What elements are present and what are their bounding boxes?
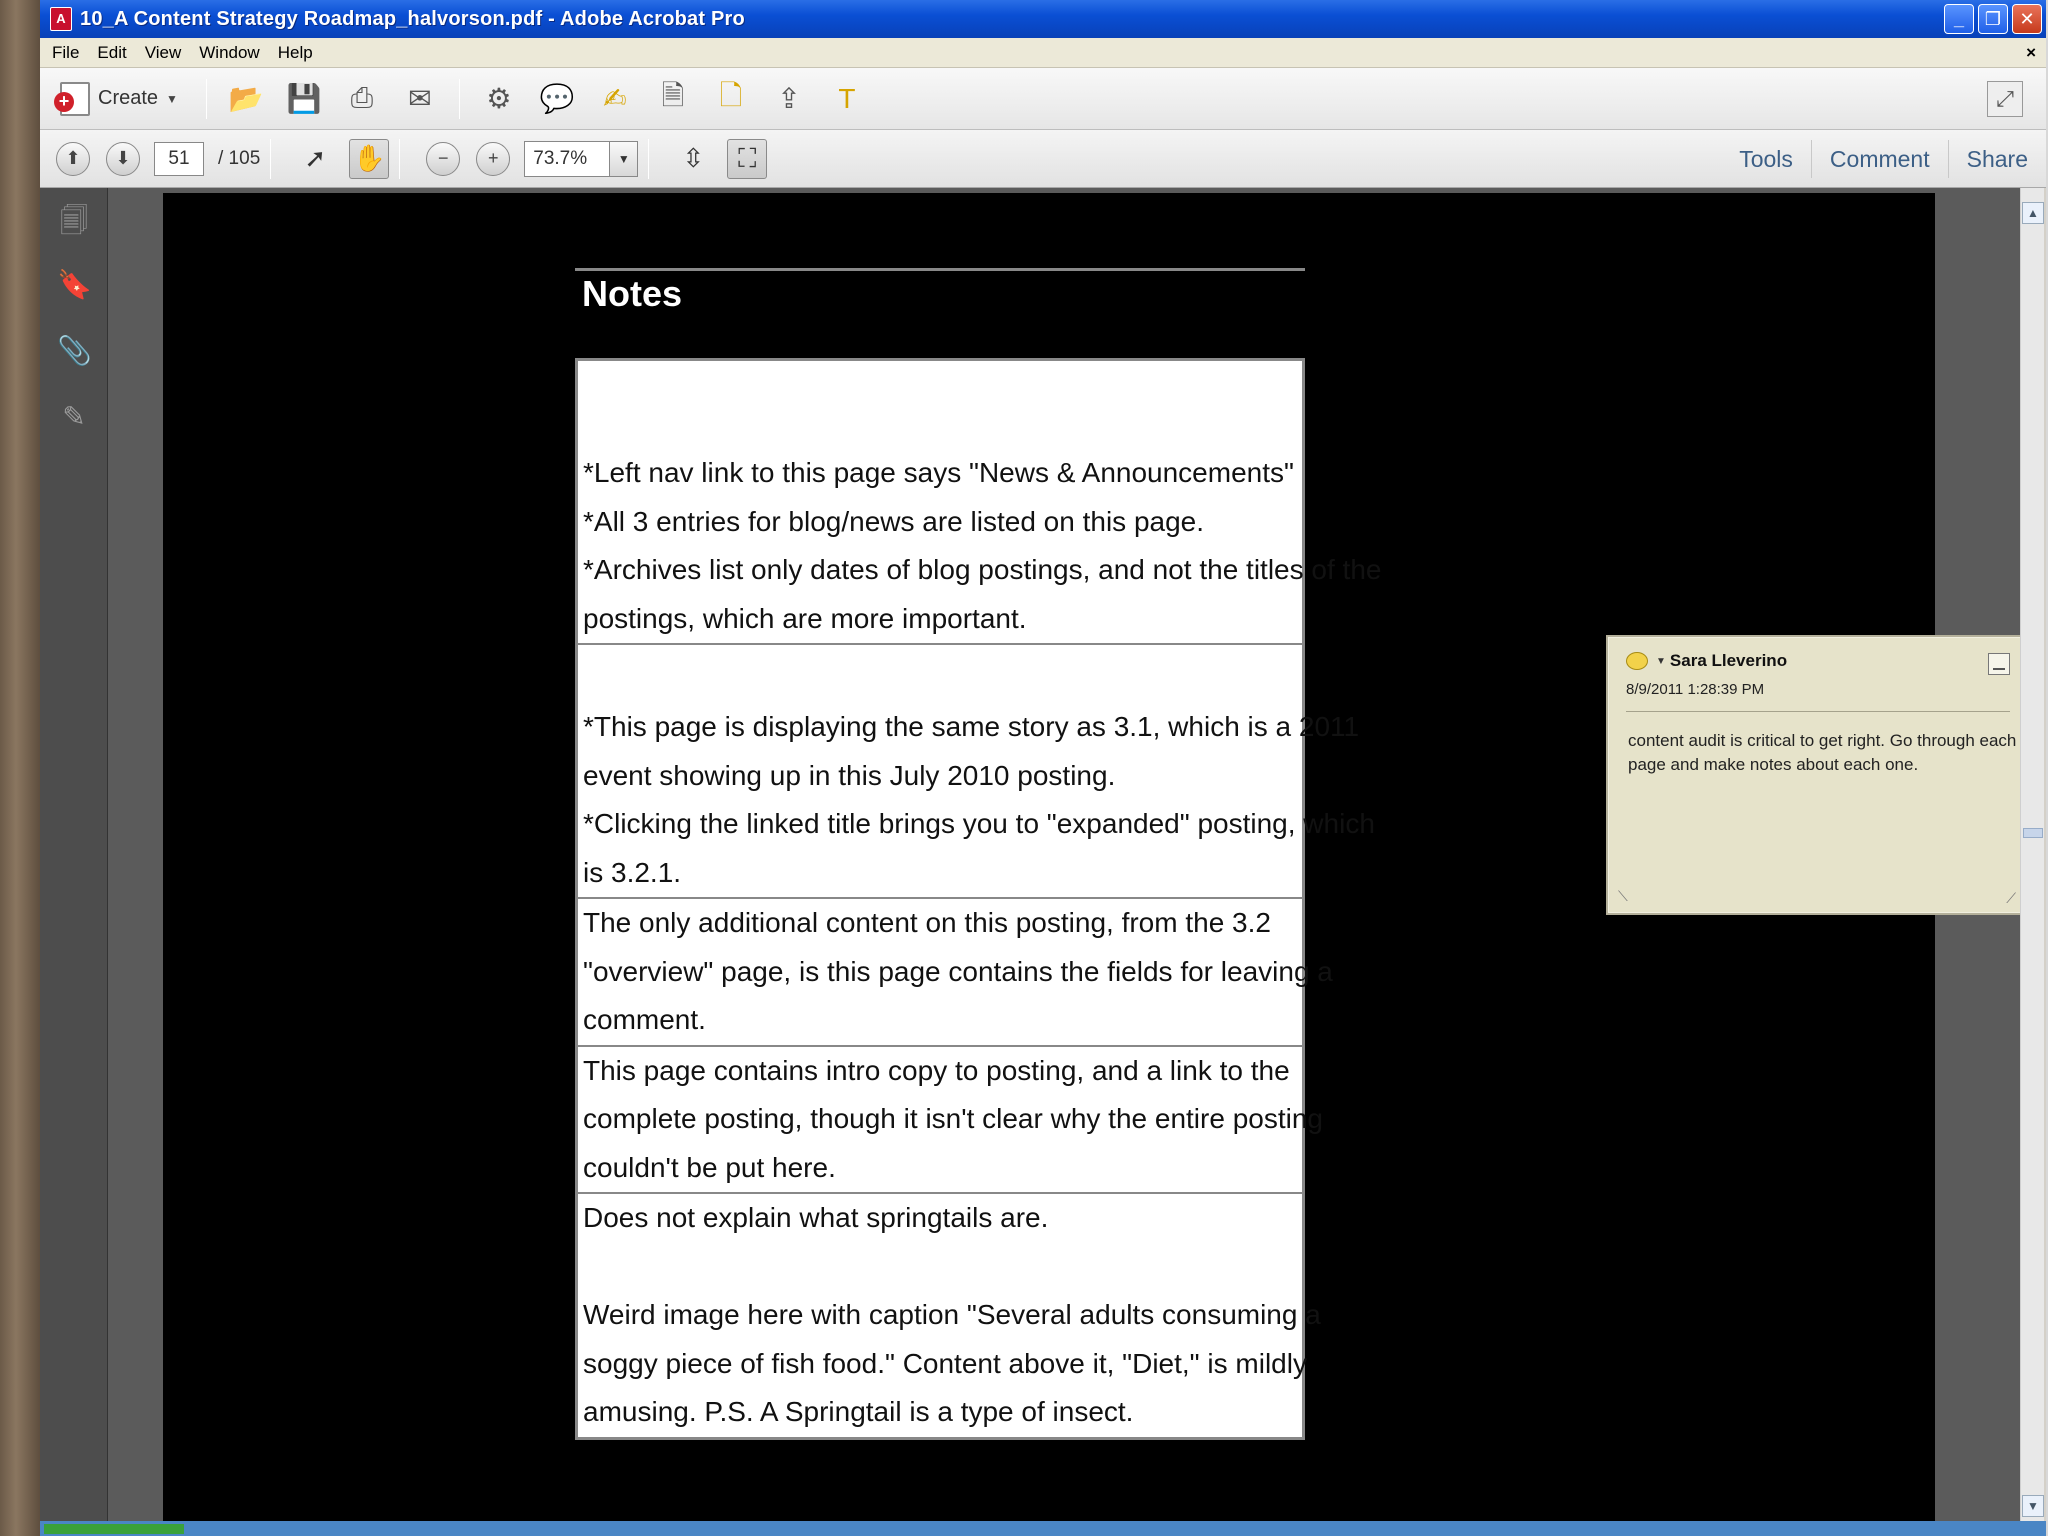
table-row — [578, 1045, 1323, 1193]
zoom-level-input[interactable]: 73.7% — [524, 141, 610, 177]
resize-handle-icon[interactable]: ⟋ — [2006, 890, 2016, 906]
comment-icon[interactable]: 💬 — [539, 83, 575, 114]
restore-button[interactable]: ❐ — [1978, 4, 2008, 34]
page-number-input[interactable]: 51 — [154, 142, 204, 176]
fit-width-icon[interactable]: ⇳ — [682, 143, 705, 173]
row-line: "overview" page, is this page contains the fields for leaving a — [583, 955, 1333, 987]
comment-author: Sara Lleverino — [1669, 651, 1788, 670]
comment-link[interactable]: Comment — [1811, 140, 1948, 178]
scroll-up-icon[interactable]: ▲ — [2022, 202, 2044, 224]
folder-open-icon[interactable]: 📂 — [228, 83, 264, 114]
row-line: The only additional content on this posting, from the 3.2 — [583, 907, 1271, 938]
close-button[interactable]: ✕ — [2012, 4, 2042, 34]
pages-icon[interactable]: 🗐 — [60, 205, 88, 236]
start-button-edge[interactable] — [44, 1524, 184, 1534]
previous-page-icon[interactable]: ⬆ — [56, 142, 90, 176]
row-line: *Archives list only dates of blog postings, and not the titles of the — [583, 554, 1382, 585]
acrobat-window — [40, 0, 2046, 1536]
taskbar-strip — [40, 1521, 2046, 1536]
row-line: *All 3 entries for blog/news are listed on this page. — [583, 505, 1205, 537]
table-row — [578, 897, 1333, 1045]
comment-bubble-icon — [1626, 652, 1648, 670]
row-line: event showing up in this July 2010 posting. — [583, 759, 1116, 791]
row-line: *Clicking the linked title brings you to "expanded" posting, which — [583, 808, 1375, 839]
row-line: comment. — [583, 1004, 706, 1035]
main-toolbar — [40, 68, 2046, 130]
create-label: Create — [98, 87, 159, 109]
fit-page-icon[interactable]: ⛶ — [727, 139, 767, 179]
row-line: amusing. P.S. A Springtail is a type of insect. — [583, 1396, 1134, 1427]
next-page-icon[interactable]: ⬇ — [106, 142, 140, 176]
signature-icon[interactable]: ✎ — [62, 401, 86, 432]
share-link[interactable]: Share — [1948, 140, 2046, 178]
toolbar-separator — [399, 139, 400, 179]
vertical-scrollbar[interactable] — [2020, 188, 2044, 1521]
scroll-thumb[interactable] — [2023, 828, 2043, 838]
comment-popup[interactable] — [1606, 635, 2026, 915]
menu-bar — [40, 38, 2046, 68]
table-row — [578, 1192, 1321, 1437]
close-document-button[interactable]: × — [2026, 42, 2036, 62]
attachment-icon[interactable]: 📎 — [57, 335, 92, 366]
minimize-note-button[interactable] — [1988, 653, 2010, 675]
comment-date: 8/9/2011 1:28:39 PM — [1626, 681, 1765, 698]
navigation-toolbar — [40, 130, 2046, 188]
zoom-in-icon[interactable]: + — [476, 142, 510, 176]
bookmark-icon[interactable]: 🔖 — [57, 269, 92, 300]
table-row — [578, 361, 1382, 643]
row-line: Weird image here with caption "Several adults consuming a — [583, 1299, 1321, 1330]
print-icon[interactable]: ⎙ — [350, 82, 374, 113]
zoom-dropdown-icon[interactable]: ▼ — [610, 141, 638, 177]
navigation-pane — [40, 188, 108, 1536]
hand-tool-icon[interactable]: ✋ — [349, 139, 389, 179]
comment-body[interactable]: content audit is critical to get right. Go through each page and make notes about each one. — [1628, 731, 2017, 774]
menu-edit[interactable]: Edit — [97, 42, 127, 62]
chevron-down-icon[interactable]: ▼ — [1656, 655, 1666, 667]
heading-rule — [575, 268, 1305, 271]
resize-handle-icon[interactable]: ⟍ — [1618, 888, 1628, 904]
menu-file[interactable]: File — [52, 42, 80, 62]
menu-view[interactable]: View — [144, 42, 182, 62]
toolbar-separator — [459, 79, 460, 119]
create-button[interactable] — [60, 82, 178, 116]
menu-window[interactable]: Window — [199, 42, 260, 62]
minimize-button[interactable]: _ — [1944, 4, 1974, 34]
toolbar-separator — [648, 139, 649, 179]
notes-table — [575, 358, 1382, 1440]
desktop-edge — [0, 0, 40, 1536]
title-bar[interactable] — [40, 0, 2046, 38]
window-title: 10_A Content Strategy Roadmap_halvorson.pdf - Adobe Acrobat Pro — [80, 7, 745, 30]
scroll-down-icon[interactable]: ▼ — [2022, 1495, 2044, 1517]
row-line: *Left nav link to this page says "News & Announcements" — [583, 457, 1294, 488]
text-touchup-icon[interactable]: T — [838, 82, 856, 114]
export-icon[interactable]: ⇪ — [777, 83, 801, 114]
row-line: postings, which are more important. — [583, 602, 1027, 634]
row-line: couldn't be put here. — [583, 1151, 836, 1183]
window-controls — [1944, 4, 2042, 34]
chevron-down-icon: ▼ — [166, 91, 178, 106]
row-line: soggy piece of fish food." Content above it, "Diet," is mildly — [583, 1347, 1307, 1379]
row-line: complete posting, though it isn't clear why the entire posting — [583, 1103, 1323, 1134]
row-line: This page contains intro copy to posting, and a link to the — [583, 1054, 1290, 1086]
share-file-icon[interactable]: 🗋 — [719, 79, 743, 111]
toolbar-separator — [206, 79, 207, 119]
row-line: is 3.2.1. — [583, 856, 682, 888]
toolbar-separator — [270, 139, 271, 179]
tools-link[interactable]: Tools — [1739, 146, 1793, 172]
task-pane-links — [1721, 130, 2046, 188]
row-spacer — [583, 1243, 1297, 1292]
menu-help[interactable]: Help — [277, 42, 313, 62]
gear-icon[interactable]: ⚙ — [486, 83, 512, 114]
zoom-out-icon[interactable]: − — [426, 142, 460, 176]
page-heading: Notes — [582, 273, 683, 314]
page-total: / 105 — [218, 147, 261, 169]
pdf-icon: A — [50, 7, 72, 31]
row-line: *This page is displaying the same story as 3.1, which is a 2011 — [583, 711, 1360, 742]
select-tool-icon[interactable]: ➚ — [304, 143, 327, 173]
row-line: Does not explain what springtails are. — [583, 1202, 1049, 1233]
table-row — [578, 643, 1375, 897]
comment-header — [1626, 651, 1787, 671]
fullscreen-icon[interactable]: ⤢ — [1987, 81, 2023, 117]
email-icon[interactable]: ✉ — [408, 83, 432, 114]
save-icon[interactable]: 💾 — [286, 83, 322, 114]
comment-divider — [1626, 711, 2010, 712]
create-pdf-icon — [60, 82, 90, 116]
sign-icon[interactable]: ✍ — [603, 83, 627, 114]
delete-file-icon[interactable]: 🗎 — [661, 79, 685, 111]
